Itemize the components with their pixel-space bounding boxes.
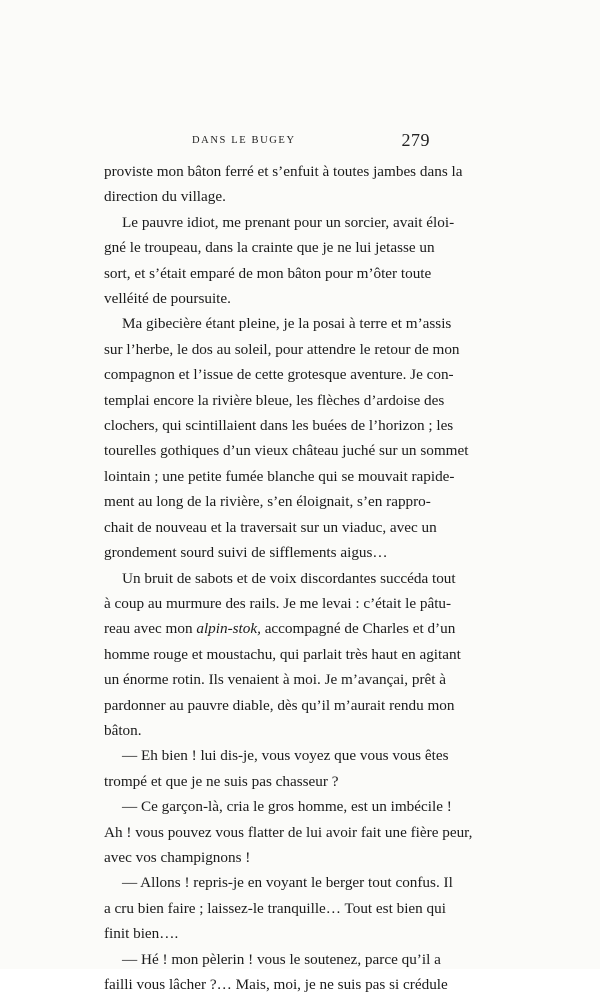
text-line: templai encore la rivière bleue, les flèches d’ardoise des (104, 391, 445, 409)
text-line: grondement sourd suivi de sifflements aigus… (104, 544, 388, 562)
text-run: reau avec mon (104, 620, 197, 638)
text-line: failli vous lâcher ?… Mais, moi, je ne suis pas si crédule (104, 976, 448, 993)
paragraph (104, 794, 473, 870)
text-line: Ma gibecière étant pleine, je la posai à terre et m’assis (122, 315, 452, 333)
running-head: DANS LE BUGEY (192, 135, 296, 146)
text-line: lointain ; une petite fumée blanche qui se mouvait rapide- (104, 467, 455, 485)
text-line: homme rouge et moustachu, qui parlait très haut en agitant (104, 645, 461, 663)
paragraph (104, 311, 469, 565)
text-run: accompagné de Charles et d’un (260, 620, 456, 638)
text-line: proviste mon bâton ferré et s’enfuit à toutes jambes dans la (104, 163, 463, 180)
paragraph (104, 743, 449, 794)
text-line: Un bruit de sabots et de voix discordantes succéda tout (122, 569, 456, 587)
text-line: a cru bien faire ; laissez-le tranquille… Tout est bien qui (104, 899, 446, 917)
text-line: avec vos champignons ! (104, 848, 251, 866)
text-line: Ah ! vous pouvez vous flatter de lui avoir fait une fière peur, (104, 823, 473, 841)
text-line: compagnon et l’issue de cette grotesque aventure. Je con- (104, 366, 454, 384)
text-line: Le pauvre idiot, me prenant pour un sorcier, avait éloi- (122, 213, 455, 231)
paragraph (104, 870, 453, 946)
page-number: 279 (401, 130, 430, 150)
text-line: ment au long de la rivière, s’en éloignait, s’en rappro- (104, 493, 431, 511)
text-line: un énorme rotin. Ils venaient à moi. Je m’avançai, prêt à (104, 671, 447, 689)
paragraph (104, 210, 455, 312)
text-line: — Eh bien ! lui dis-je, vous voyez que vous vous êtes (122, 747, 449, 765)
text-line: finit bien…. (104, 925, 179, 943)
page-header (104, 132, 430, 152)
text-line: tourelles gothiques d’un vieux château juché sur un sommet (104, 442, 469, 460)
text-line: trompé et que je ne suis pas chasseur ? (104, 772, 339, 790)
body-text (104, 159, 473, 997)
text-line: — Hé ! mon pèlerin ! vous le soutenez, parce qu’il a (122, 950, 441, 968)
text-line: — Allons ! repris-je en voyant le berger tout confus. Il (122, 874, 453, 892)
text-line: direction du village. (104, 188, 226, 206)
text-line (104, 616, 456, 641)
text-line: chait de nouveau et la traversait sur un viaduc, avec un (104, 518, 437, 536)
paragraph (104, 566, 461, 744)
text-line: pardonner au pauvre diable, dès qu’il m’aurait rendu mon (104, 696, 455, 714)
text-line: gné le troupeau, dans la crainte que je ne lui jetasse un (104, 239, 435, 257)
text-line: velléité de poursuite. (104, 290, 231, 308)
text-line: sort, et s’était emparé de mon bâton pour m’ôter toute (104, 264, 432, 282)
text-line: bâton. (104, 721, 142, 739)
paragraph (104, 159, 463, 210)
text-line: sur l’herbe, le dos au soleil, pour attendre le retour de mon (104, 340, 460, 358)
text-line: clochers, qui scintillaient dans les buées de l’horizon ; les (104, 417, 454, 435)
italic-term: alpin-stok, (196, 620, 261, 638)
paragraph (104, 947, 448, 997)
text-line: à coup au murmure des rails. Je me levai : c’était le pâtu- (104, 594, 452, 612)
text-line: — Ce garçon-là, cria le gros homme, est un imbécile ! (122, 798, 452, 816)
